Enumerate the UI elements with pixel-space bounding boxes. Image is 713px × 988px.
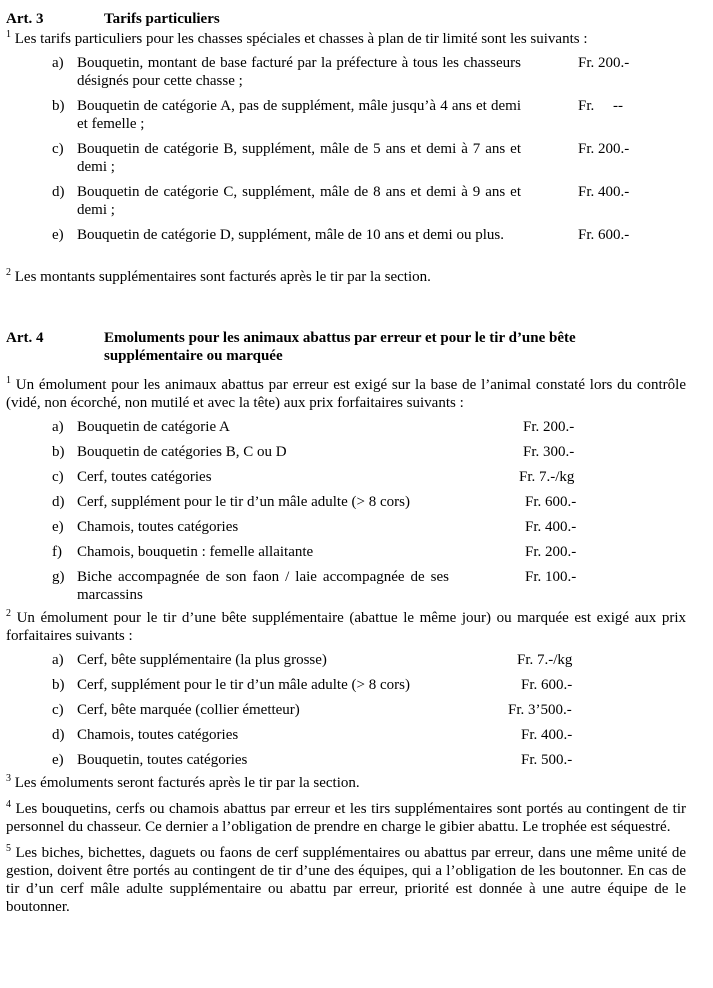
list-item [6,726,686,745]
item-amount: Fr. 600.- [578,227,630,243]
item-amount: Fr. -- [578,98,623,114]
item-amount: Fr. 400.- [521,727,573,743]
list-item [6,54,686,91]
paragraph-number: 5 [6,843,11,854]
list-item [6,651,686,670]
item-text: Cerf, toutes catégories [77,469,212,485]
art3-paragraph-1 [6,30,686,48]
item-label: a) [52,55,64,71]
item-amount: Fr. 600.- [521,677,573,693]
paragraph-text: Les montants supplémentaires sont facturés après le tir par la section. [14,269,431,285]
paragraph-number: 1 [6,375,11,386]
list-item [6,701,686,720]
item-text: Cerf, bête supplémentaire (la plus grosse) [77,652,327,668]
paragraph-number: 3 [6,773,11,784]
item-text: Bouquetin, toutes catégories [77,752,248,768]
art4-paragraph-1 [6,376,686,412]
item-label: e) [52,227,64,243]
art3-paragraph-2 [6,268,686,286]
item-label: g) [52,569,65,585]
item-amount: Fr. 300.- [523,444,575,460]
item-label: b) [52,444,65,460]
item-amount: Fr. 600.- [525,494,577,510]
item-amount: Fr. 100.- [525,569,577,585]
item-label: d) [52,494,65,510]
list-item [6,226,686,263]
item-label: b) [52,98,65,114]
art4-paragraph-4 [6,800,686,836]
art3-title: Tarifs particuliers [104,11,220,27]
item-label: d) [52,727,65,743]
list-item [6,518,686,537]
item-amount: Fr. 400.- [578,184,630,200]
item-label: e) [52,519,64,535]
item-text: Bouquetin de catégories B, C ou D [77,444,287,460]
list-item [6,676,686,695]
list-item [6,183,686,220]
paragraph-number: 2 [6,608,11,619]
paragraph-text: Les émoluments seront facturés après le tir par la section. [14,775,360,791]
item-amount: Fr. 200.- [578,141,630,157]
item-text: Bouquetin, montant de base facturé par la préfecture à tous les chasseurs désignés pour cette chasse ; [77,55,521,89]
item-label: e) [52,752,64,768]
item-amount: Fr. 400.- [525,519,577,535]
item-label: a) [52,419,64,435]
paragraph-number: 1 [6,29,11,40]
list-item [6,751,686,770]
paragraph-text: Un émolument pour le tir d’une bête supplémentaire (abattue le même jour) ou marquée est exigé aux prix forfaitaires suivants : [6,610,687,644]
list-item [6,97,686,134]
item-label: c) [52,141,64,157]
art4-extra-fee-list [6,651,686,770]
item-label: d) [52,184,65,200]
paragraph-text: Les bouquetins, cerfs ou chamois abattus par erreur et les tirs supplémentaires sont portés au contingent de tir personnel du chasseur. Ce dernier a l’obligation de prendre en charge le gibier abattu. Le trophée est séquestré. [6,801,687,835]
list-item [6,493,686,512]
art4-paragraph-2 [6,609,686,645]
paragraph-number: 4 [6,799,11,810]
list-item [6,568,686,605]
item-amount: Fr. 200.- [523,419,575,435]
item-text: Bouquetin de catégorie A, pas de supplément, mâle jusqu’à 4 ans et demi et femelle ; [77,98,521,132]
art4-title: Emoluments pour les animaux abattus par erreur et pour le tir d’une bête supplémentaire ou marquée [104,330,576,364]
art3-tariff-list [6,54,686,263]
item-label: f) [52,544,62,560]
item-text: Bouquetin de catégorie B, supplément, mâle de 5 ans et demi à 7 ans et demi ; [77,141,521,175]
art4-paragraph-3 [6,774,686,792]
item-label: c) [52,469,64,485]
list-item [6,418,686,437]
art4-paragraph-5 [6,844,686,916]
list-item [6,468,686,487]
list-item [6,443,686,462]
art4-error-fee-list [6,418,686,605]
item-amount: Fr. 500.- [521,752,573,768]
item-text: Cerf, supplément pour le tir d’un mâle adulte (> 8 cors) [77,494,410,510]
item-text: Chamois, toutes catégories [77,727,239,743]
document-page [6,10,686,916]
item-label: a) [52,652,64,668]
list-item [6,140,686,177]
item-amount: Fr. 3’500.- [508,702,572,718]
item-text: Chamois, toutes catégories [77,519,239,535]
item-label: c) [52,702,64,718]
item-label: b) [52,677,65,693]
item-amount: Fr. 7.-/kg [517,652,573,668]
item-text: Cerf, bête marquée (collier émetteur) [77,702,300,718]
art4-number: Art. 4 [6,330,44,346]
item-text: Cerf, supplément pour le tir d’un mâle adulte (> 8 cors) [77,677,410,693]
paragraph-text: Les biches, bichettes, daguets ou faons de cerf supplémentaires ou abattus par erreur, dans une même unité de gestion, doivent être portés au contingent de tir d’une des équipes, qui a l’obligation de les boutonner. En cas de tir d’un cerf mâle adulte supplémentaire ou abattu par erreur, priorité est donnée à une autre équipe de le boutonner. [6,845,686,915]
item-text: Bouquetin de catégorie A [77,419,230,435]
art3-number: Art. 3 [6,11,44,27]
item-amount: Fr. 200.- [525,544,577,560]
art4-heading [6,329,686,365]
paragraph-number: 2 [6,267,11,278]
paragraph-text: Les tarifs particuliers pour les chasses spéciales et chasses à plan de tir limité sont les suivants : [14,31,588,47]
item-amount: Fr. 7.-/kg [519,469,575,485]
paragraph-text: Un émolument pour les animaux abattus par erreur est exigé sur la base de l’animal constaté lors du contrôle (vidé, non écorché, non mutilé et avec la tête) aux prix forfaitaires suivants : [6,377,687,411]
item-text: Biche accompagnée de son faon / laie accompagnée de ses marcassins [77,569,449,603]
item-text: Bouquetin de catégorie C, supplément, mâle de 8 ans et demi à 9 ans et demi ; [77,184,521,218]
art3-heading [6,10,686,28]
list-item [6,543,686,562]
item-amount: Fr. 200.- [578,55,630,71]
item-text: Chamois, bouquetin : femelle allaitante [77,544,314,560]
item-text: Bouquetin de catégorie D, supplément, mâle de 10 ans et demi ou plus. [77,227,504,243]
